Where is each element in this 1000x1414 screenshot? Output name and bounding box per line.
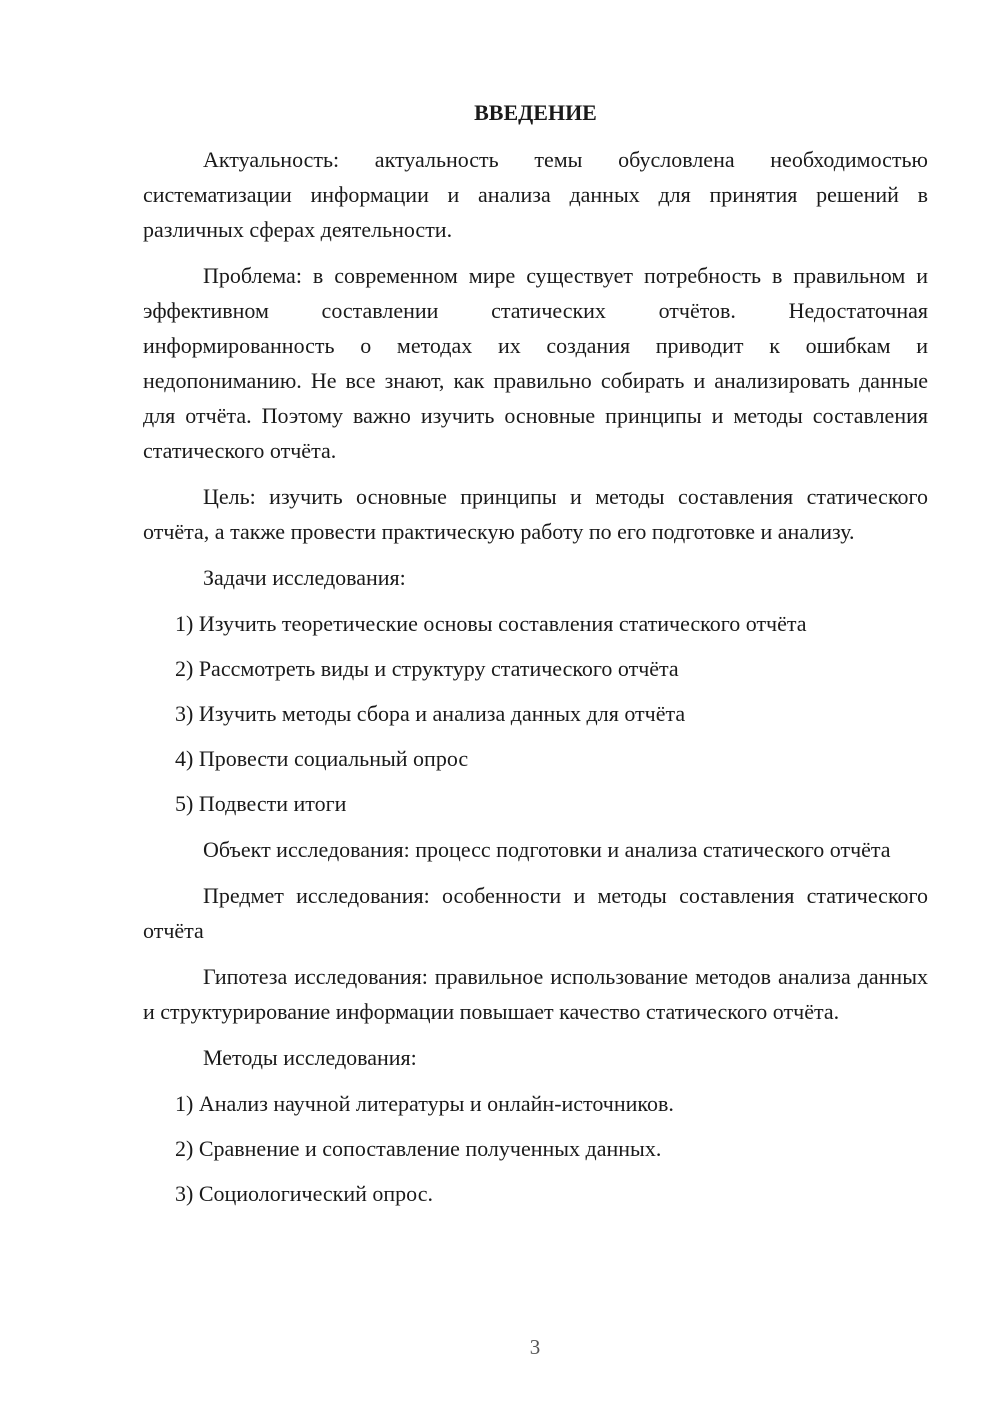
task-item-2: 2) Рассмотреть виды и структуру статического отчёта: [175, 656, 679, 681]
page-number: 3: [529, 1335, 541, 1359]
task-item-4: 4) Провести социальный опрос: [175, 746, 469, 771]
object-paragraph: Объект исследования: процесс подготовки и анализа статического отчёта: [203, 837, 891, 862]
hypothesis-paragraph: Гипотеза исследования: правильное использование методов анализа данных и структурирование информации повышает качество статического отчёта.: [143, 964, 928, 1024]
methods-list: [143, 1086, 928, 1211]
goal-paragraph: Цель: изучить основные принципы и методы составления статического отчёта, а также провести практическую работу по его подготовке и анализу.: [143, 484, 928, 544]
relevance-paragraph: Актуальность: актуальность темы обусловлена необходимостью систематизации информации и анализа данных для принятия решений в различных сферах деятельности.: [143, 147, 928, 242]
tasks-list: [143, 606, 928, 821]
page-content: [143, 95, 928, 1222]
tasks-heading: Задачи исследования:: [203, 565, 406, 590]
page-title: ВВЕДЕНИЕ: [474, 100, 597, 125]
method-item-3: 3) Социологический опрос.: [175, 1181, 433, 1206]
method-item-1: 1) Анализ научной литературы и онлайн-источников.: [175, 1091, 674, 1116]
subject-paragraph: Предмет исследования: особенности и методы составления статического отчёта: [143, 883, 928, 943]
problem-paragraph: Проблема: в современном мире существует потребность в правильном и эффективном составлении статических отчётов. Недостаточная информированность о методах их создания приводит к ошибкам и недопониманию. Не все знают, как правильно собирать и анализировать данные для отчёта. Поэтому важно изучить основные принципы и методы составления статического отчёта.: [143, 263, 928, 463]
task-item-1: 1) Изучить теоретические основы составления статического отчёта: [175, 611, 807, 636]
task-item-3: 3) Изучить методы сбора и анализа данных для отчёта: [175, 701, 686, 726]
task-item-5: 5) Подвести итоги: [175, 791, 347, 816]
methods-heading: Методы исследования:: [203, 1045, 417, 1070]
method-item-2: 2) Сравнение и сопоставление полученных данных.: [175, 1136, 662, 1161]
